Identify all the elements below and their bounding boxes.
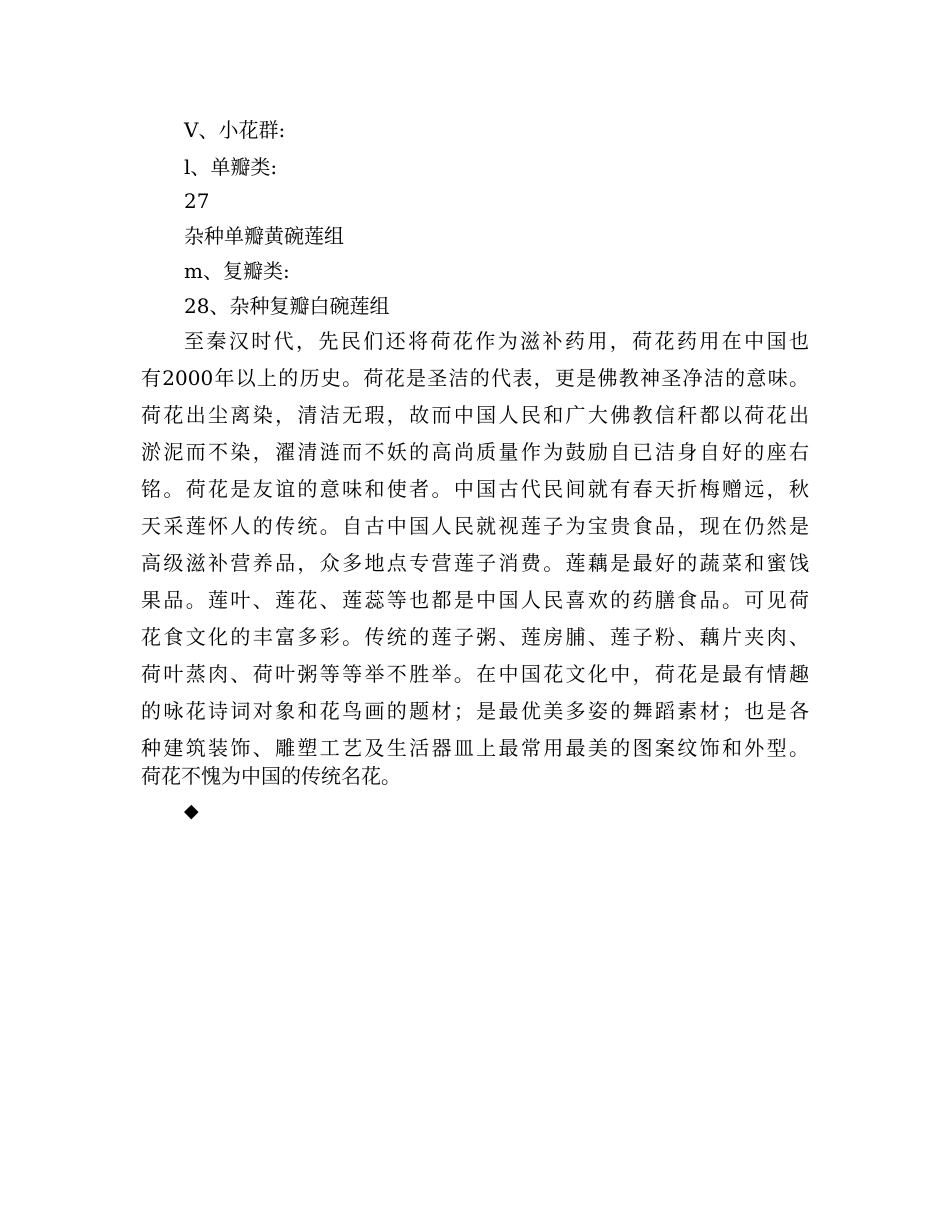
paragraph-line: 天采莲怀人的传统。自古中国人民就视莲子为宝贵食品，现在仍然是 — [141, 514, 809, 538]
paragraph-line: 荷花出尘离染，清洁无瑕，故而中国人民和广大佛教信秆都以荷花出 — [141, 403, 809, 427]
list-item: 杂种单瓣黄碗莲组 — [184, 224, 344, 248]
paragraph-line: 果品。莲叶、莲花、莲蕊等也都是中国人民喜欢的药膳食品。可见荷 — [141, 588, 809, 612]
end-marker-icon: ◆ — [184, 800, 199, 822]
paragraph-line: 淤泥而不染，濯清涟而不妖的高尚质量作为鼓励自已洁身自好的座右 — [141, 440, 809, 464]
list-item: 28、杂种复瓣白碗莲组 — [184, 294, 390, 318]
paragraph-line: 荷花不愧为中国的传统名花。 — [141, 764, 401, 788]
paragraph-line: 铭。荷花是友谊的意味和使者。中国古代民间就有春天折梅赠远，秋 — [141, 477, 809, 501]
paragraph-line: 荷叶蒸肉、荷叶粥等等举不胜举。在中国花文化中，荷花是最有情趣 — [141, 662, 809, 686]
paragraph-line: 的咏花诗词对象和花鸟画的题材；是最优美多姿的舞蹈素材；也是各 — [141, 699, 809, 723]
list-item: V、小花群: — [184, 118, 286, 142]
paragraph-line: 高级滋补营养品，众多地点专营莲子消费。莲藕是最好的蔬菜和蜜饯 — [141, 551, 809, 575]
paragraph-line: 花食文化的丰富多彩。传统的莲子粥、莲房脯、莲子粉、藕片夹肉、 — [141, 625, 809, 649]
paragraph-line: 至秦汉时代，先民们还将荷花作为滋补药用，荷花药用在中国也 — [184, 329, 809, 353]
list-item: l、单瓣类: — [184, 155, 278, 179]
paragraph-line: 种建筑装饰、雕塑工艺及生活器皿上最常用最美的图案纹饰和外型。 — [141, 736, 809, 760]
list-item: 27 — [184, 189, 210, 213]
paragraph-line: 有2000年以上的历史。荷花是圣洁的代表，更是佛教神圣净洁的意味。 — [141, 366, 809, 390]
list-item: m、复瓣类: — [184, 259, 290, 283]
